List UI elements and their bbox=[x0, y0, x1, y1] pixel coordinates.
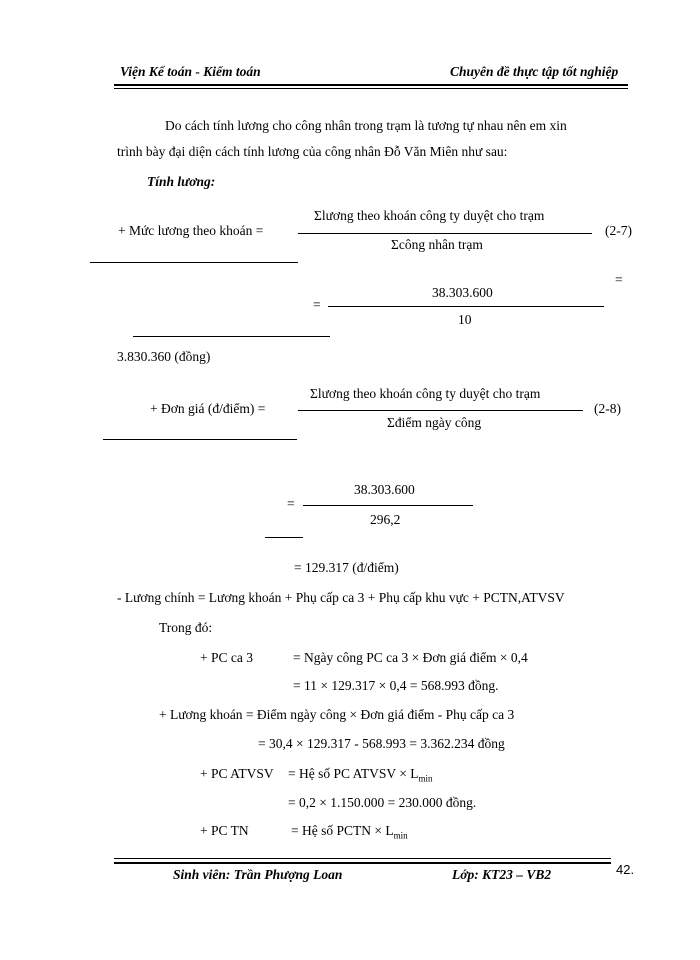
formula-3-denominator: Σđiểm ngày công bbox=[387, 415, 482, 430]
header-left: Viện Kế toán - Kiểm toán bbox=[120, 64, 261, 79]
formula-4-numerator: 38.303.600 bbox=[354, 482, 415, 497]
header-rule-bottom bbox=[114, 88, 628, 89]
pc-atvsv-formula bbox=[288, 766, 433, 784]
formula-2-underline bbox=[133, 336, 330, 337]
luong-khoan-value: = 30,4 × 129.317 - 568.993 = 3.362.234 đồng bbox=[258, 736, 505, 751]
formula-4-eq: = bbox=[287, 496, 295, 511]
pc-atvsv-label: + PC ATVSV bbox=[200, 766, 274, 781]
intro-line-1: Do cách tính lương cho công nhân trong trạm là tương tự nhau nên em xin bbox=[165, 118, 567, 133]
header-rule-top bbox=[114, 84, 628, 86]
luong-khoan-formula: + Lương khoán = Điểm ngày công × Đơn giá điểm - Phụ cấp ca 3 bbox=[159, 707, 515, 722]
formula-4-fraction-line bbox=[303, 505, 473, 506]
page-number: 42. bbox=[616, 862, 635, 877]
formula-2-denominator: 10 bbox=[458, 312, 472, 327]
pc-tn-formula-text: = Hệ số PCTN × L bbox=[291, 823, 394, 838]
formula-4-underline bbox=[265, 537, 303, 538]
formula-2-eq: = bbox=[313, 297, 321, 312]
formula-2-result: 3.830.360 (đồng) bbox=[117, 349, 211, 364]
formula-3-underline bbox=[103, 439, 297, 440]
formula-1-fraction-line bbox=[298, 233, 592, 234]
formula-1-numerator: Σlương theo khoán công ty duyệt cho trạm bbox=[314, 208, 545, 223]
formula-2-numerator: 38.303.600 bbox=[432, 285, 493, 300]
formula-1-underline bbox=[90, 262, 298, 263]
pc-tn-formula bbox=[291, 823, 408, 841]
pc-tn-subscript: min bbox=[393, 830, 408, 841]
pc-ca3-formula: = Ngày công PC ca 3 × Đơn giá điểm × 0,4 bbox=[293, 650, 528, 665]
formula-3-tag: (2-8) bbox=[594, 401, 621, 416]
intro-line-2: trình bày đại diện cách tính lương của công nhân Đỗ Văn Miên như sau: bbox=[117, 144, 508, 159]
pc-ca3-label: + PC ca 3 bbox=[200, 650, 253, 665]
pc-ca3-value: = 11 × 129.317 × 0,4 = 568.993 đồng. bbox=[293, 678, 499, 693]
formula-3-label: + Đơn giá (đ/điểm) = bbox=[150, 401, 266, 416]
formula-2-trailing-eq: = bbox=[615, 272, 623, 287]
formula-1-denominator: Σcông nhân trạm bbox=[391, 237, 483, 252]
trong-do-label: Trong đó: bbox=[159, 620, 213, 635]
luong-chinh-line: - Lương chính = Lương khoán + Phụ cấp ca 3 + Phụ cấp khu vực + PCTN,ATVSV bbox=[117, 590, 565, 605]
pc-atvsv-subscript: min bbox=[418, 773, 433, 784]
footer-student: Sinh viên: Trần Phượng Loan bbox=[173, 867, 343, 882]
formula-4-denominator: 296,2 bbox=[370, 512, 401, 527]
formula-1-tag: (2-7) bbox=[605, 223, 632, 238]
header-right: Chuyên đề thực tập tốt nghiệp bbox=[450, 64, 619, 79]
section-title: Tính lương: bbox=[147, 174, 216, 189]
formula-1-label: + Mức lương theo khoán = bbox=[118, 223, 264, 238]
formula-4-result: = 129.317 (đ/điểm) bbox=[294, 560, 399, 575]
formula-3-fraction-line bbox=[298, 410, 583, 411]
footer-class: Lớp: KT23 – VB2 bbox=[452, 867, 552, 882]
pc-atvsv-formula-text: = Hệ số PC ATVSV × L bbox=[288, 766, 419, 781]
formula-2-fraction-line bbox=[328, 306, 604, 307]
pc-atvsv-value: = 0,2 × 1.150.000 = 230.000 đồng. bbox=[288, 795, 477, 810]
formula-3-numerator: Σlương theo khoán công ty duyệt cho trạm bbox=[310, 386, 541, 401]
footer-rule-top bbox=[114, 858, 611, 859]
footer-rule-bottom bbox=[114, 862, 611, 864]
pc-tn-label: + PC TN bbox=[200, 823, 249, 838]
